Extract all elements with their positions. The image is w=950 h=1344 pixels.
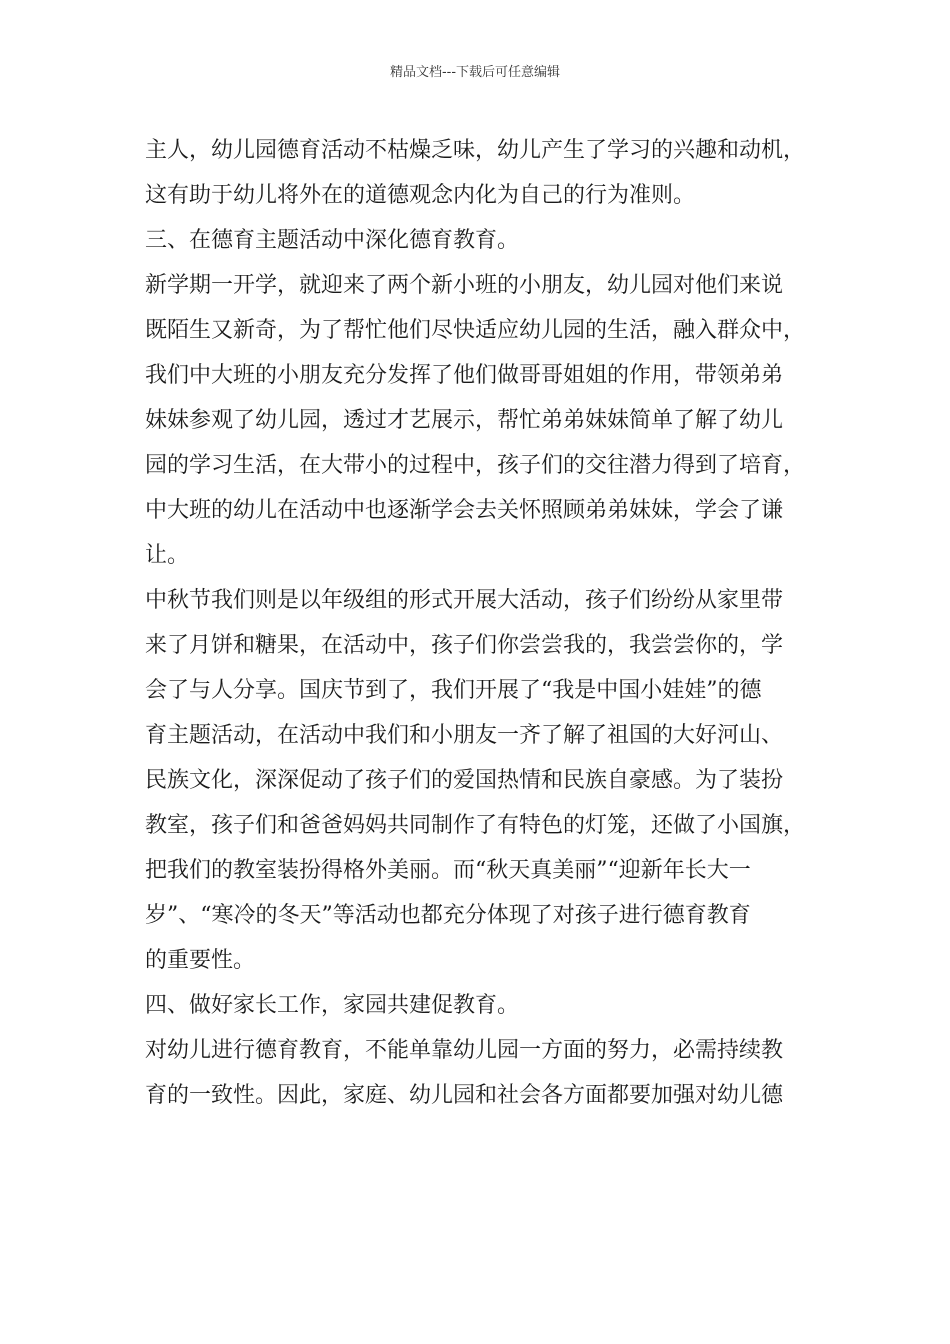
section-heading: 四、做好家长工作，家园共建促教育。: [145, 993, 520, 1018]
text-line: 对幼儿进行德育教育，不能单靠幼儿园一方面的努力，必需持续教: [145, 1038, 784, 1063]
text-line: 的重要性。: [145, 948, 256, 973]
text-line: 既陌生又新奇，为了帮忙他们尽快适应幼儿园的生活，融入群众中，: [145, 318, 806, 343]
text-line: 会了与人分享。国庆节到了，我们开展了“我是中国小娃娃”的德: [145, 678, 762, 703]
text-line: 育主题活动，在活动中我们和小朋友一齐了解了祖国的大好河山、: [145, 723, 784, 748]
section-heading: 三、在德育主题活动中深化德育教育。: [145, 228, 520, 253]
document-body: [145, 128, 830, 1118]
text-line: 来了月饼和糖果，在活动中，孩子们你尝尝我的，我尝尝你的，学: [145, 633, 784, 658]
text-line: 民族文化，深深促动了孩子们的爱国热情和民族自豪感。为了装扮: [145, 768, 784, 793]
text-line: 园的学习生活，在大带小的过程中，孩子们的交往潜力得到了培育，: [145, 453, 806, 478]
text-line: 教室，孩子们和爸爸妈妈共同制作了有特色的灯笼，还做了小国旗，: [145, 813, 806, 838]
text-line: 把我们的教室装扮得格外美丽。而“秋天真美丽”“迎新年长大一: [145, 858, 751, 883]
text-line: 岁”、“寒冷的冬天”等活动也都充分体现了对孩子进行德育教育: [145, 903, 751, 928]
text-line: 妹妹参观了幼儿园，透过才艺展示，帮忙弟弟妹妹简单了解了幼儿: [145, 408, 784, 433]
page-header: 精品文档---下载后可任意编辑: [389, 65, 561, 80]
text-line: 这有助于幼儿将外在的道德观念内化为自己的行为准则。: [145, 183, 696, 208]
text-line: 我们中大班的小朋友充分发挥了他们做哥哥姐姐的作用，带领弟弟: [145, 363, 784, 388]
text-line: 育的一致性。因此，家庭、幼儿园和社会各方面都要加强对幼儿德: [145, 1083, 784, 1108]
text-line: 新学期一开学，就迎来了两个新小班的小朋友，幼儿园对他们来说: [145, 273, 784, 298]
text-line: 让。: [145, 543, 190, 568]
text-line: 中大班的幼儿在活动中也逐渐学会去关怀照顾弟弟妹妹，学会了谦: [145, 498, 784, 523]
text-line: 中秋节我们则是以年级组的形式开展大活动，孩子们纷纷从家里带: [145, 588, 784, 613]
text-line: 主人，幼儿园德育活动不枯燥乏味，幼儿产生了学习的兴趣和动机，: [145, 138, 806, 163]
